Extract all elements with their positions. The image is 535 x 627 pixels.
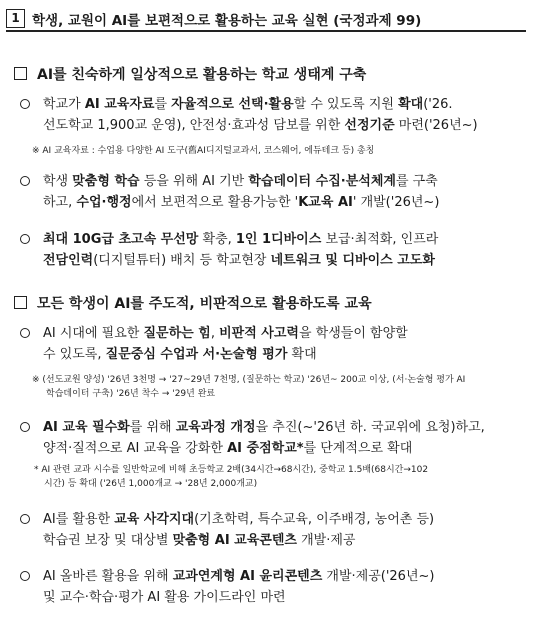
bullet-line: AI를 활용한 교육 사각지대(기초학력, 특수교육, 이주배경, 농어촌 등) — [43, 512, 435, 527]
bullet-line: 전담인력(디지털튜터) 배치 등 학교현장 네트워크 및 디바이스 고도화 — [43, 253, 435, 268]
section2-note-2-line-2: 시간) 등 확대 ('26년 1,000개교 → '28년 2,000개교) — [44, 479, 258, 489]
header-number-box: 1 — [6, 9, 25, 28]
circle-bullet-icon — [20, 234, 30, 244]
circle-bullet-icon — [20, 514, 30, 524]
section2-heading — [14, 293, 372, 313]
bullet-line: 최대 10G급 초고속 무선망 확충, 1인 1디바이스 보급·최적화, 인프라 — [43, 232, 439, 247]
bullet-line: 학습권 보장 및 대상별 맞춤형 AI 교육콘텐츠 개발·제공 — [43, 533, 356, 548]
circle-bullet-icon — [20, 422, 30, 432]
section2-title: 모든 학생이 AI를 주도적, 비판적으로 활용하도록 교육 — [37, 296, 372, 312]
bullet-line: 수 있도록, 질문중심 수업과 서·논술형 평가 확대 — [43, 347, 317, 362]
bullet-line: 및 교수·학습·평가 AI 활용 가이드라인 마련 — [43, 590, 286, 605]
section1-heading — [14, 64, 366, 84]
section-header — [6, 8, 526, 32]
bullet-line: 양적·질적으로 AI 교육을 강화한 AI 중점학교*를 단계적으로 확대 — [43, 441, 413, 456]
circle-bullet-icon — [20, 328, 30, 338]
circle-bullet-icon — [20, 571, 30, 581]
bullet-line: 학교가 AI 교육자료를 자율적으로 선택·활용할 수 있도록 지원 확대('26. — [43, 97, 453, 112]
section2-note-1-line-2: 학습데이터 구축) '26년 착수 → '29년 완료 — [46, 389, 216, 399]
bullet-line: 하고, 수업·행정에서 보편적으로 활용가능한 'K교육 AI' 개발('26년~) — [43, 195, 440, 210]
section1-note-1: ※ AI 교육자료 : 수업용 다양한 AI 도구(舊AI디지털교과서, 코스웨어, 에듀테크 등) 총칭 — [32, 146, 375, 156]
bullet-line: 선도학교 1,900교 운영), 안전성·효과성 담보를 위한 선정기준 마련('26년~) — [43, 118, 478, 133]
bullet-line: 학생 맞춤형 학습 등을 위해 AI 기반 학습데이터 수집·분석체계를 구축 — [43, 174, 438, 189]
checkbox-square-icon — [14, 296, 27, 309]
section2-note-1-line-1: ※ (선도교원 양성) '26년 3천명 → '27~29년 7천명, (질문하는 학교) '26년~ 200교 이상, (서·논술형 평가 AI — [32, 375, 466, 385]
circle-bullet-icon — [20, 176, 30, 186]
checkbox-square-icon — [14, 67, 27, 80]
section1-title: AI를 친숙하게 일상적으로 활용하는 학교 생태계 구축 — [37, 67, 367, 83]
header-title: 학생, 교원이 AI를 보편적으로 활용하는 교육 실현 (국정과제 99) — [32, 13, 422, 29]
circle-bullet-icon — [20, 99, 30, 109]
bullet-line: AI 교육 필수화를 위해 교육과정 개정을 추진(~'26년 하. 국교위에 요청)하고, — [43, 420, 485, 435]
bullet-line: AI 올바른 활용을 위해 교과연계형 AI 윤리콘텐츠 개발·제공('26년~) — [43, 569, 435, 584]
bullet-line: AI 시대에 필요한 질문하는 힘, 비판적 사고력을 학생들이 함양할 — [43, 326, 408, 341]
section2-note-2-line-1: * AI 관련 교과 시수를 일반학교에 비해 초등학교 2배(34시간→68시간), 중학교 1.5배(68시간→102 — [34, 465, 429, 475]
